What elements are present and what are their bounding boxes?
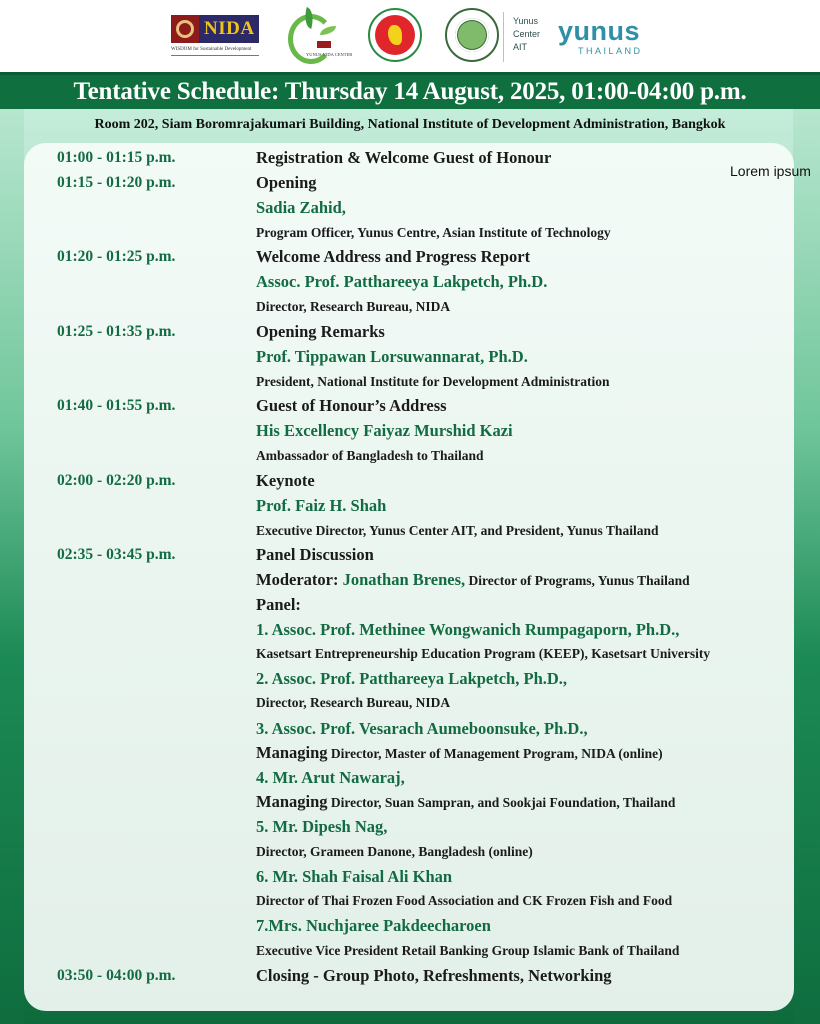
time-slot: 02:35 - 03:45 p.m.: [57, 546, 176, 563]
agenda-heading: Welcome Address and Progress Report: [256, 247, 531, 266]
logo-divider: [503, 12, 504, 62]
schedule-card: [24, 143, 794, 1011]
speaker-name: Prof. Tippawan Lorsuwannarat, Ph.D.: [256, 347, 528, 366]
moderator-line: [256, 570, 690, 590]
role-rest: Director, Suan Sampran, and Sookjai Foundation, Thailand: [327, 795, 676, 810]
bangladesh-government-seal: [368, 8, 424, 66]
time-slot: 03:50 - 04:00 p.m.: [57, 967, 176, 984]
panelist-role: [256, 792, 675, 812]
bangladesh-map-icon: [388, 25, 402, 45]
logo-strip: [0, 0, 820, 72]
speaker-name: Prof. Faiz H. Shah: [256, 496, 387, 515]
speaker-role: Director, Research Bureau, NIDA: [256, 299, 451, 314]
nida-tagline: WISDOM for Sustainable Development: [171, 47, 252, 52]
background-band-left: [0, 109, 24, 1024]
time-slot: 02:00 - 02:20 p.m.: [57, 472, 176, 489]
center-caption: YUNUS NIDA CENTER: [306, 52, 353, 57]
role-rest: Director, Master of Management Program, NIDA (online): [327, 746, 663, 761]
agenda-heading: Opening Remarks: [256, 322, 385, 341]
agenda-heading: Guest of Honour’s Address: [256, 396, 447, 415]
panelist-name: 1. Assoc. Prof. Methinee Wongwanich Rumpagaporn, Ph.D.,: [256, 620, 680, 639]
ait-seal: [445, 8, 501, 66]
panelist-role: Director, Research Bureau, NIDA: [256, 695, 451, 710]
agenda-heading: Keynote: [256, 471, 315, 490]
agenda-heading: Registration & Welcome Guest of Honour: [256, 148, 552, 167]
speaker-name: His Excellency Faiyaz Murshid Kazi: [256, 421, 513, 440]
agenda-heading: Panel:: [256, 595, 301, 614]
nida-logo-text: NIDA: [204, 18, 255, 39]
yca-line: AIT: [513, 42, 528, 52]
speaker-role: Program Officer, Yunus Centre, Asian Institute of Technology: [256, 225, 611, 240]
moderator-label: Moderator:: [256, 570, 343, 589]
moderator-name: Jonathan Brenes,: [342, 570, 466, 589]
time-slot: 01:20 - 01:25 p.m.: [57, 248, 176, 265]
thailand-wordmark: THAILAND: [578, 46, 643, 56]
panelist-role: Kasetsart Entrepreneurship Education Program (KEEP), Kasetsart University: [256, 646, 711, 661]
panelist-name: 7.Mrs. Nuchjaree Pakdeecharoen: [256, 916, 491, 935]
speaker-role: President, National Institute for Development Administration: [256, 374, 610, 389]
agenda-heading: Opening: [256, 173, 317, 192]
panelist-role: Director, Grameen Danone, Bangladesh (online): [256, 844, 533, 859]
yca-line: Yunus: [513, 16, 539, 26]
panelist-role: Executive Vice President Retail Banking Group Islamic Bank of Thailand: [256, 943, 680, 958]
time-slot: 01:00 - 01:15 p.m.: [57, 149, 176, 166]
yunus-wordmark: yunus: [558, 16, 641, 46]
agenda-heading: Panel Discussion: [256, 545, 374, 564]
yunus-thailand-logo: [558, 18, 653, 76]
panelist-name: 3. Assoc. Prof. Vesarach Aumeboonsuke, Ph.D.,: [256, 719, 588, 738]
panelist-name: 4. Mr. Arut Nawaraj,: [256, 768, 405, 787]
divider: [171, 55, 259, 56]
venue-subtitle: Room 202, Siam Boromrajakumari Building, National Institute of Development Administration, Bangkok: [94, 117, 726, 132]
speaker-role: Executive Director, Yunus Center AIT, and President, Yunus Thailand: [256, 523, 659, 538]
nida-logo: [171, 15, 259, 73]
globe-icon: [455, 18, 489, 52]
yca-line: Center: [513, 29, 541, 39]
panelist-name: 2. Assoc. Prof. Patthareeya Lakpetch, Ph.D.,: [256, 669, 568, 688]
role-prefix: Managing: [256, 792, 328, 811]
panelist-name: 6. Mr. Shah Faisal Ali Khan: [256, 867, 453, 886]
page-title: Tentative Schedule: Thursday 14 August, 2025, 01:00-04:00 p.m.: [73, 78, 747, 105]
overlay-text: Lorem ipsum: [730, 163, 811, 179]
agenda-heading: Closing - Group Photo, Refreshments, Networking: [256, 966, 612, 985]
speaker-name: Sadia Zahid,: [256, 198, 346, 217]
nida-badge-icon: [317, 41, 331, 48]
role-prefix: Managing: [256, 743, 328, 762]
speaker-name: Assoc. Prof. Patthareeya Lakpetch, Ph.D.: [256, 272, 548, 291]
nida-seal-icon: [171, 15, 199, 43]
panelist-name: 5. Mr. Dipesh Nag,: [256, 817, 388, 836]
time-slot: 01:40 - 01:55 p.m.: [57, 397, 176, 414]
panelist-role: Director of Thai Frozen Food Association and CK Frozen Fish and Food: [256, 893, 673, 908]
moderator-role: Director of Programs, Yunus Thailand: [465, 573, 690, 588]
title-bar: [0, 72, 820, 109]
background-band-right: [793, 109, 820, 1024]
speaker-role: Ambassador of Bangladesh to Thailand: [256, 448, 484, 463]
yunus-nida-center-logo: [284, 8, 360, 66]
time-slot: 01:25 - 01:35 p.m.: [57, 323, 176, 340]
panelist-role: [256, 743, 663, 763]
yunus-center-ait-logo: [513, 15, 553, 73]
time-slot: 01:15 - 01:20 p.m.: [57, 174, 176, 191]
